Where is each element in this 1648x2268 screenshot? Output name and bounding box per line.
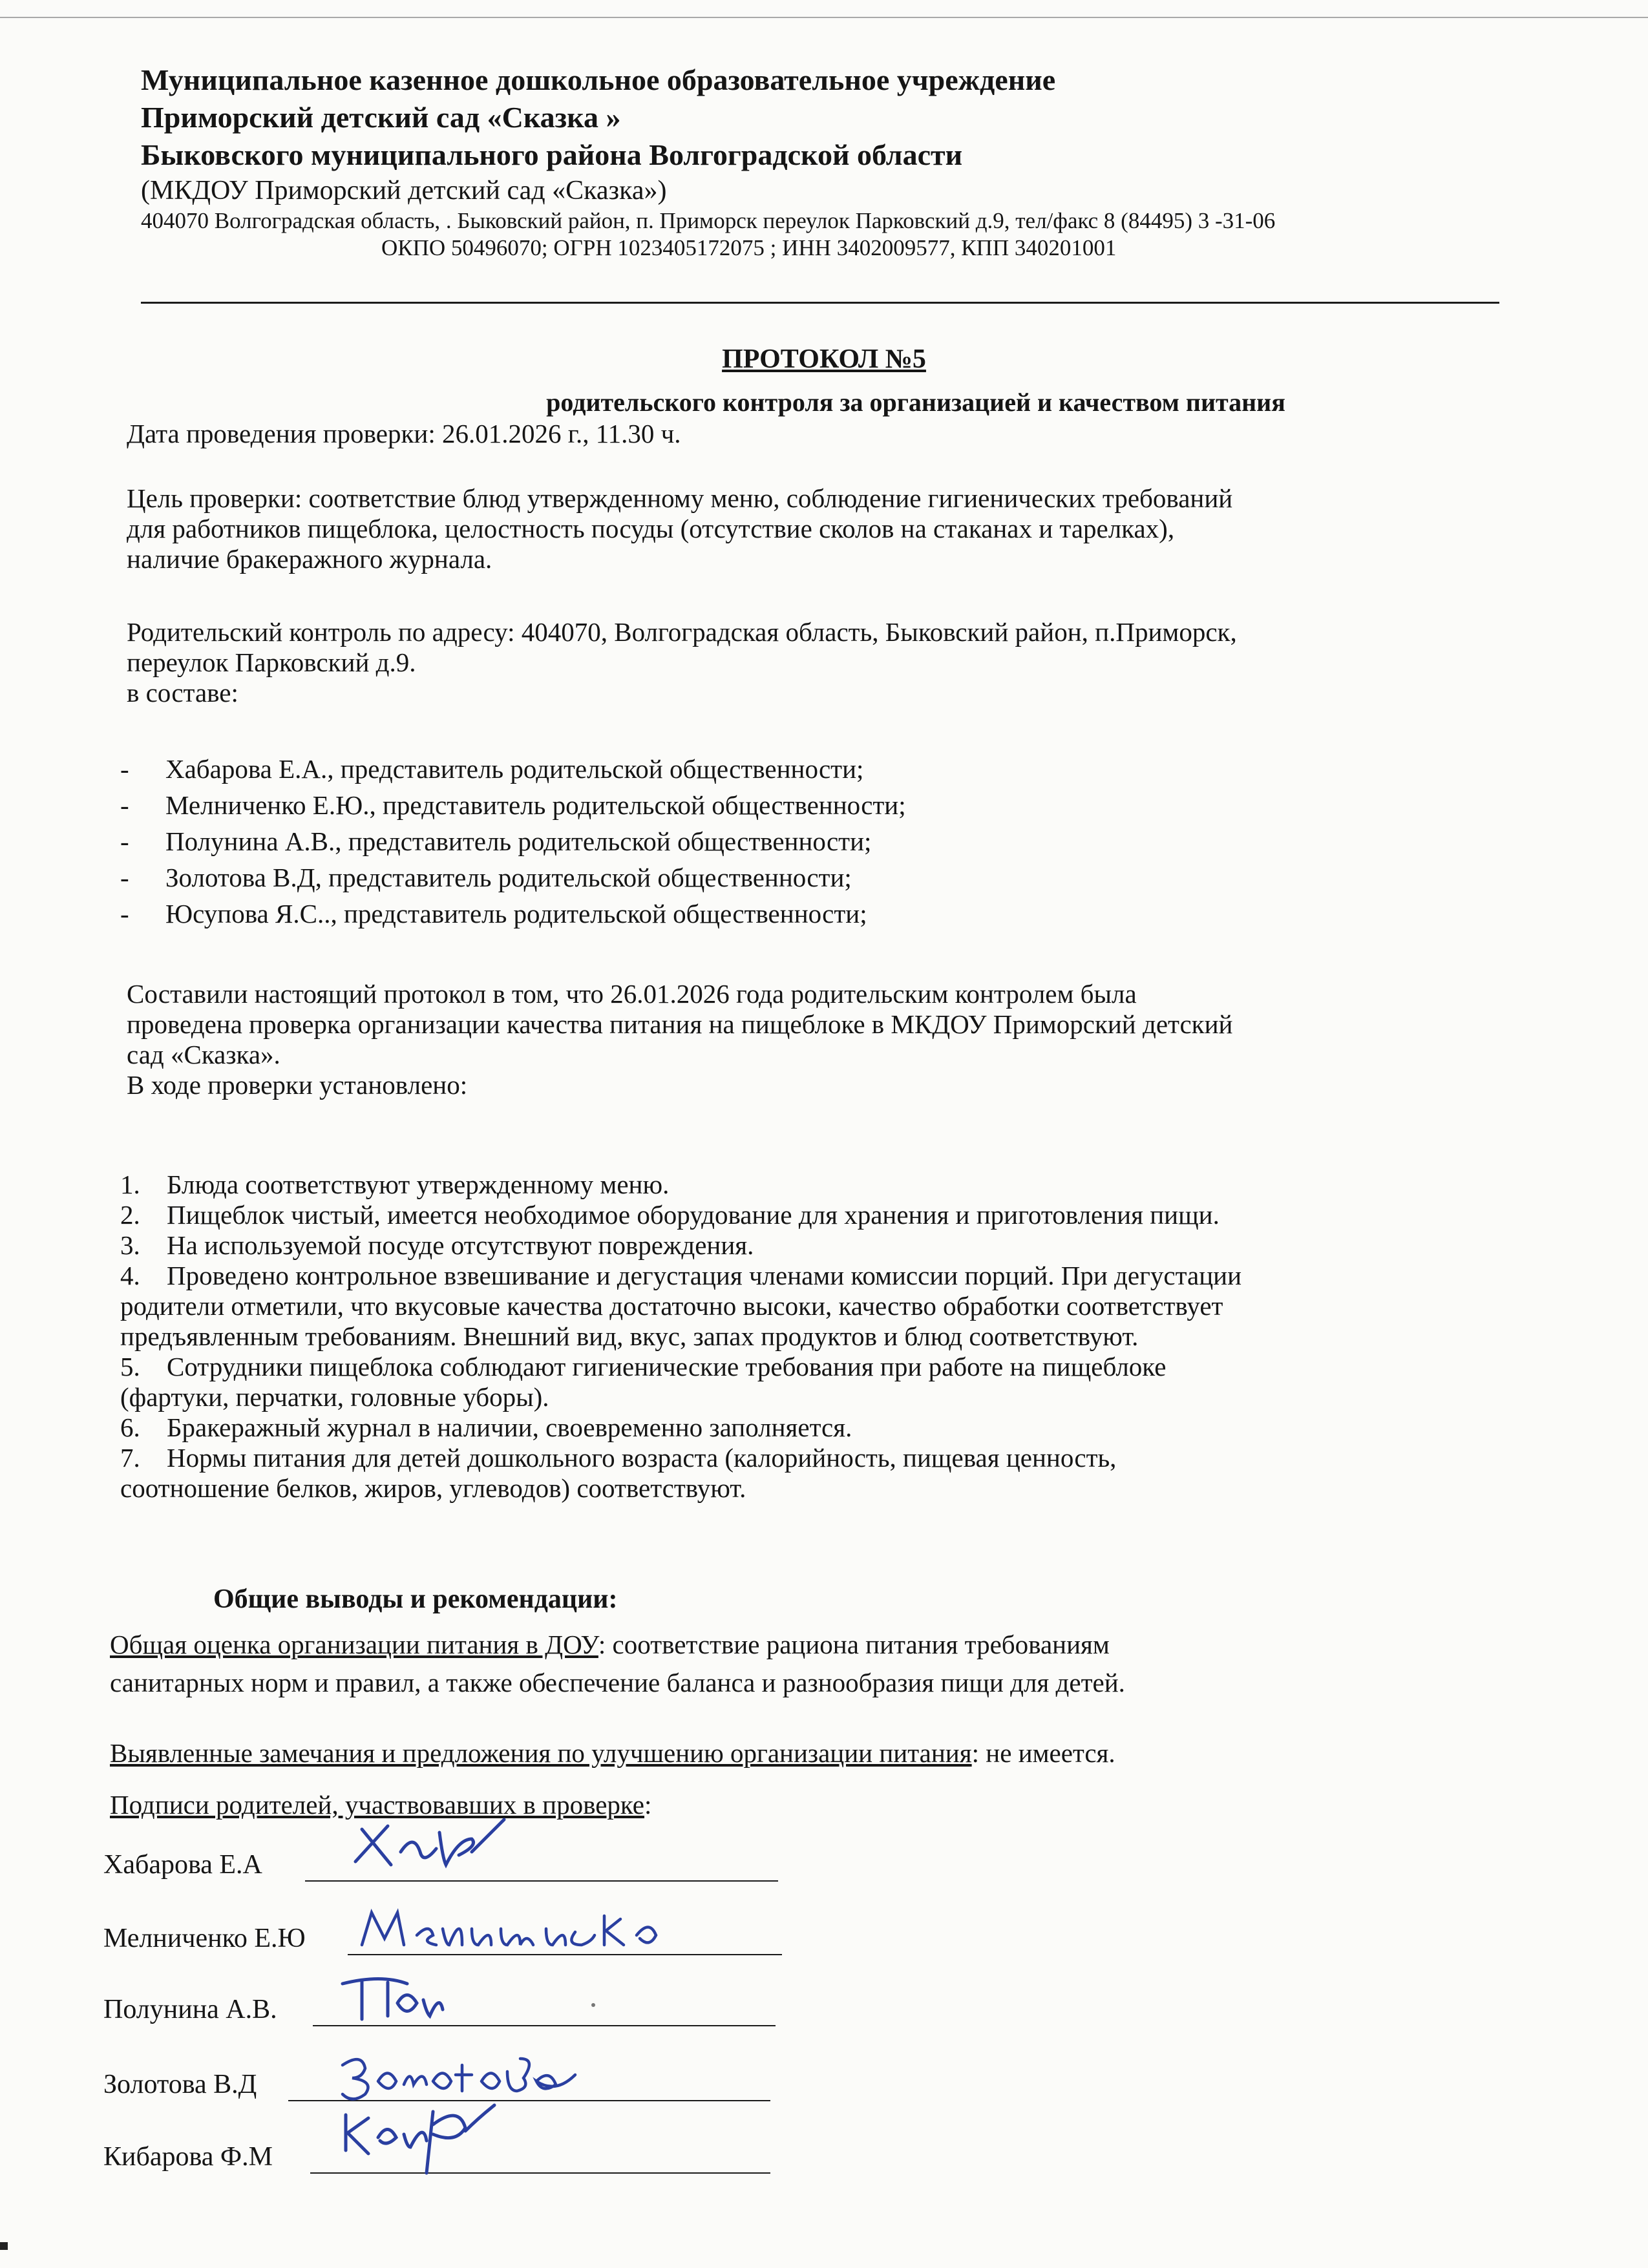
finding-text: На используемой посуде отсутствуют повреждения. bbox=[167, 1230, 754, 1260]
scan-corner-mark bbox=[0, 2242, 8, 2250]
finding-text: Блюда соответствуют утвержденному меню. bbox=[167, 1170, 670, 1199]
scan-speck bbox=[591, 2003, 595, 2007]
remarks-text: : не имеется. bbox=[971, 1738, 1115, 1768]
handwritten-signature bbox=[336, 2046, 582, 2104]
signer-name: Мелниченко Е.Ю bbox=[103, 1924, 306, 1953]
finding-item bbox=[120, 1352, 1516, 1412]
list-item bbox=[120, 823, 1510, 859]
handwritten-signature bbox=[336, 1964, 465, 2029]
list-marker: - bbox=[120, 790, 129, 820]
letterhead bbox=[141, 61, 1511, 262]
org-name-line-3: Быковского муниципального района Волгоградской области bbox=[141, 138, 963, 171]
signer-name: Полунина А.В. bbox=[103, 1995, 277, 2024]
finding-item bbox=[120, 1230, 1516, 1261]
purpose-line: Цель проверки: соответствие блюд утвержденному меню, соблюдение гигиенических требований bbox=[127, 483, 1233, 513]
finding-number: 4. bbox=[120, 1261, 140, 1290]
address-paragraph bbox=[127, 617, 1516, 708]
finding-number: 7. bbox=[120, 1443, 140, 1473]
org-codes: ОКПО 50496070; ОГРН 1023405172075 ; ИНН 3402009577, КПП 340201001 bbox=[381, 235, 1117, 260]
member-text: Хабарова Е.А., представитель родительской общественности; bbox=[165, 754, 864, 784]
protocol-title: ПРОТОКОЛ №5 bbox=[722, 344, 926, 374]
signer-name: Хабарова Е.А bbox=[103, 1850, 262, 1880]
finding-number: 1. bbox=[120, 1170, 140, 1199]
finding-text: Нормы питания для детей дошкольного возраста (калорийность, пищевая ценность, bbox=[167, 1443, 1117, 1473]
member-text: Золотова В.Д, представитель родительской общественности; bbox=[165, 863, 852, 892]
address-line: переулок Парковский д.9. bbox=[127, 647, 416, 677]
handwritten-signature bbox=[343, 1813, 511, 1884]
finding-text: родители отметили, что вкусовые качества достаточно высоки, качество обработки соответствует bbox=[120, 1291, 1223, 1321]
date-line: Дата проведения проверки: 26.01.2026 г., 11.30 ч. bbox=[127, 419, 681, 448]
finding-item bbox=[120, 1200, 1516, 1230]
signatures-label-colon: : bbox=[644, 1790, 652, 1820]
finding-text: (фартуки, перчатки, головные уборы). bbox=[120, 1382, 549, 1412]
committee-members-list bbox=[120, 751, 1510, 932]
list-marker: - bbox=[120, 899, 129, 929]
finding-text: Пищеблок чистый, имеется необходимое оборудование для хранения и приготовления пищи. bbox=[167, 1200, 1220, 1230]
list-marker: - bbox=[120, 863, 129, 892]
signature-row bbox=[103, 1984, 685, 2032]
org-abbreviation: (МКДОУ Приморский детский сад «Сказка») bbox=[141, 176, 667, 205]
finding-text: Сотрудники пищеблока соблюдают гигиенические требования при работе на пищеблоке bbox=[167, 1352, 1167, 1381]
signature-row bbox=[103, 1913, 698, 1960]
signer-name: Кибарова Ф.М bbox=[103, 2142, 273, 2172]
address-line: в составе: bbox=[127, 678, 238, 708]
purpose-line: для работников пищеблока, целостность посуды (отсутствие сколов на стаканах и тарелках), bbox=[127, 514, 1175, 543]
conclusions-paragraph-1 bbox=[110, 1630, 1499, 1698]
finding-text: соотношение белков, жиров, углеводов) соответствуют. bbox=[120, 1473, 746, 1503]
finding-item bbox=[120, 1412, 1516, 1443]
scan-edge-line bbox=[0, 17, 1648, 18]
intro-line: В ходе проверки установлено: bbox=[127, 1070, 468, 1100]
inspection-date bbox=[127, 419, 1516, 449]
intro-paragraph bbox=[127, 979, 1516, 1100]
signature-row bbox=[103, 2131, 685, 2179]
assessment-text: : соответствие рациона питания требованиям bbox=[598, 1630, 1110, 1659]
protocol-subtitle: родительского контроля за организацией и качеством питания bbox=[546, 388, 1285, 417]
address-line: Родительский контроль по адресу: 404070, Волгоградская область, Быковский район, п.Приморск, bbox=[127, 617, 1237, 647]
list-marker: - bbox=[120, 826, 129, 856]
org-name-line-1: Муниципальное казенное дошкольное образовательное учреждение bbox=[141, 63, 1056, 96]
list-item bbox=[120, 859, 1510, 896]
org-name-line-2: Приморский детский сад «Сказка » bbox=[141, 101, 621, 134]
signatures-label: Подписи родителей, участвовавших в проверке bbox=[110, 1790, 645, 1820]
intro-line: проведена проверка организации качества питания на пищеблоке в МКДОУ Приморский детский bbox=[127, 1009, 1233, 1039]
remarks-label: Выявленные замечания и предложения по улучшению организации питания bbox=[110, 1738, 972, 1768]
findings-list bbox=[120, 1170, 1516, 1504]
conclusions-heading: Общие выводы и рекомендации: bbox=[213, 1584, 618, 1614]
signer-name: Золотова В.Д bbox=[103, 2070, 257, 2099]
purpose-paragraph bbox=[127, 483, 1516, 574]
list-item bbox=[120, 896, 1510, 932]
finding-number: 6. bbox=[120, 1412, 140, 1442]
finding-text: Проведено контрольное взвешивание и дегустация членами комиссии порций. При дегустации bbox=[167, 1261, 1242, 1290]
purpose-line: наличие бракеражного журнала. bbox=[127, 544, 492, 574]
list-item bbox=[120, 787, 1510, 823]
finding-item bbox=[120, 1261, 1516, 1352]
finding-number: 2. bbox=[120, 1200, 140, 1230]
list-item bbox=[120, 751, 1510, 787]
assessment-text-line-2: санитарных норм и правил, а также обеспечение баланса и разнообразия пищи для детей. bbox=[110, 1668, 1125, 1697]
finding-text: предъявленным требованиям. Внешний вид, вкус, запах продуктов и блюд соответствуют. bbox=[120, 1321, 1139, 1351]
intro-line: Составили настоящий протокол в том, что 26.01.2026 года родительским контролем была bbox=[127, 979, 1137, 1009]
intro-line: сад «Сказка». bbox=[127, 1040, 280, 1069]
finding-item bbox=[120, 1170, 1516, 1200]
org-address: 404070 Волгоградская область, . Быковский район, п. Приморск переулок Парковский д.9, тел/факс 8 (84495) 3 -31-06 bbox=[141, 208, 1276, 233]
conclusions-paragraph-3 bbox=[110, 1790, 1499, 1820]
list-marker: - bbox=[120, 754, 129, 784]
signature-row bbox=[103, 1839, 685, 1887]
finding-item bbox=[120, 1443, 1516, 1504]
member-text: Мелниченко Е.Ю., представитель родительской общественности; bbox=[165, 790, 906, 820]
letterhead-divider bbox=[141, 302, 1499, 304]
conclusions-paragraph-2 bbox=[110, 1738, 1499, 1769]
member-text: Полунина А.В., представитель родительской общественности; bbox=[165, 826, 872, 856]
finding-number: 5. bbox=[120, 1352, 140, 1381]
member-text: Юсупова Я.С.., представитель родительской общественности; bbox=[165, 899, 867, 929]
handwritten-signature bbox=[336, 2099, 504, 2176]
handwritten-signature bbox=[352, 1900, 688, 1958]
finding-text: Бракеражный журнал в наличии, своевременно заполняется. bbox=[167, 1412, 852, 1442]
finding-number: 3. bbox=[120, 1230, 140, 1260]
assessment-label: Общая оценка организации питания в ДОУ bbox=[110, 1630, 598, 1659]
